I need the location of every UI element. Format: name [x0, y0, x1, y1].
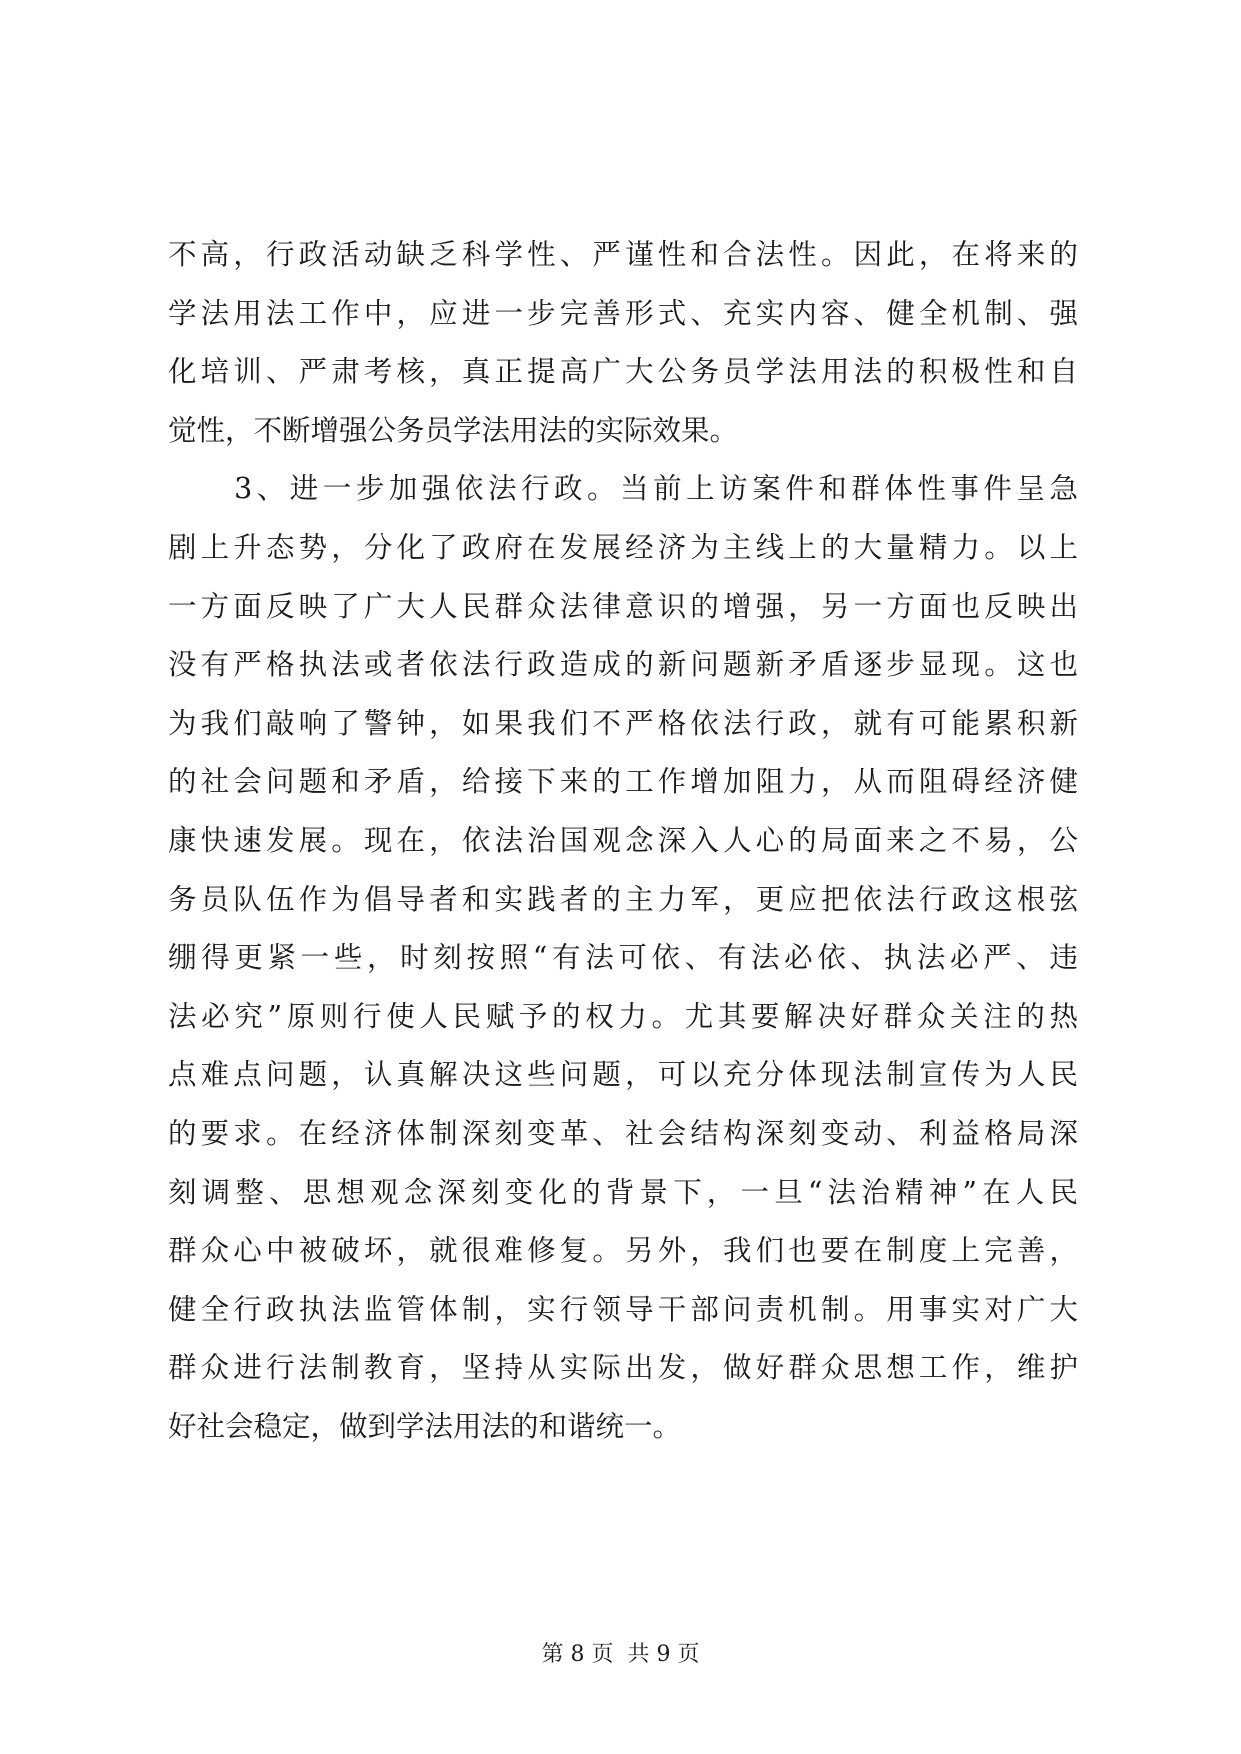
- text-line: 务员队伍作为倡导者和实践者的主力军，更应把依法行政这根弦: [168, 882, 1078, 916]
- text-line: 剧上升态势，分化了政府在发展经济为主线上的大量精力。以上: [168, 530, 1078, 564]
- text-line: 不高，行政活动缺乏科学性、严谨性和合法性。因此，在将来的: [168, 238, 1078, 271]
- text-line: 学法用法工作中，应进一步完善形式、充实内容、健全机制、强: [168, 296, 1078, 330]
- text-line: 没有严格执法或者依法行政造成的新问题新矛盾逐步显现。这也: [168, 648, 1078, 682]
- text-line: 好社会稳定，做到学法用法的和谐统一。: [168, 1409, 682, 1443]
- text-line: 3、进一步加强依法行政。当前上访案件和群体性事件呈急: [168, 472, 1078, 506]
- text-line: 群众进行法制教育，坚持从实际出发，做好群众思想工作，维护: [168, 1351, 1078, 1385]
- text-line: 一方面反映了广大人民群众法律意识的增强，另一方面也反映出: [168, 589, 1078, 623]
- text-line: 化培训、严肃考核，真正提高广大公务员学法用法的积极性和自: [168, 355, 1078, 389]
- text-line: 绷得更紧一些，时刻按照“有法可依、有法必依、执法必严、违: [168, 941, 1078, 975]
- text-line: 为我们敲响了警钟，如果我们不严格依法行政，就有可能累积新: [168, 706, 1078, 740]
- body-text: [168, 226, 1078, 1456]
- page-number-footer: 第 8 页 共 9 页: [541, 1642, 700, 1667]
- text-line: 点难点问题，认真解决这些问题，可以充分体现法制宣传为人民: [168, 1058, 1078, 1092]
- text-line: 健全行政执法监管体制，实行领导干部问责机制。用事实对广大: [168, 1292, 1078, 1326]
- text-line: 康快速发展。现在，依法治国观念深入人心的局面来之不易，公: [168, 823, 1078, 857]
- text-line: 群众心中被破坏，就很难修复。另外，我们也要在制度上完善，: [168, 1234, 1078, 1268]
- text-line: 觉性，不断增强公务员学法用法的实际效果。: [168, 413, 739, 447]
- text-line: 刻调整、思想观念深刻变化的背景下，一旦“法治精神”在人民: [168, 1175, 1078, 1209]
- text-line: 的要求。在经济体制深刻变革、社会结构深刻变动、利益格局深: [168, 1116, 1078, 1150]
- text-line: 法必究”原则行使人民赋予的权力。尤其要解决好群众关注的热: [168, 999, 1078, 1033]
- text-line: 的社会问题和矛盾，给接下来的工作增加阻力，从而阻碍经济健: [168, 765, 1078, 799]
